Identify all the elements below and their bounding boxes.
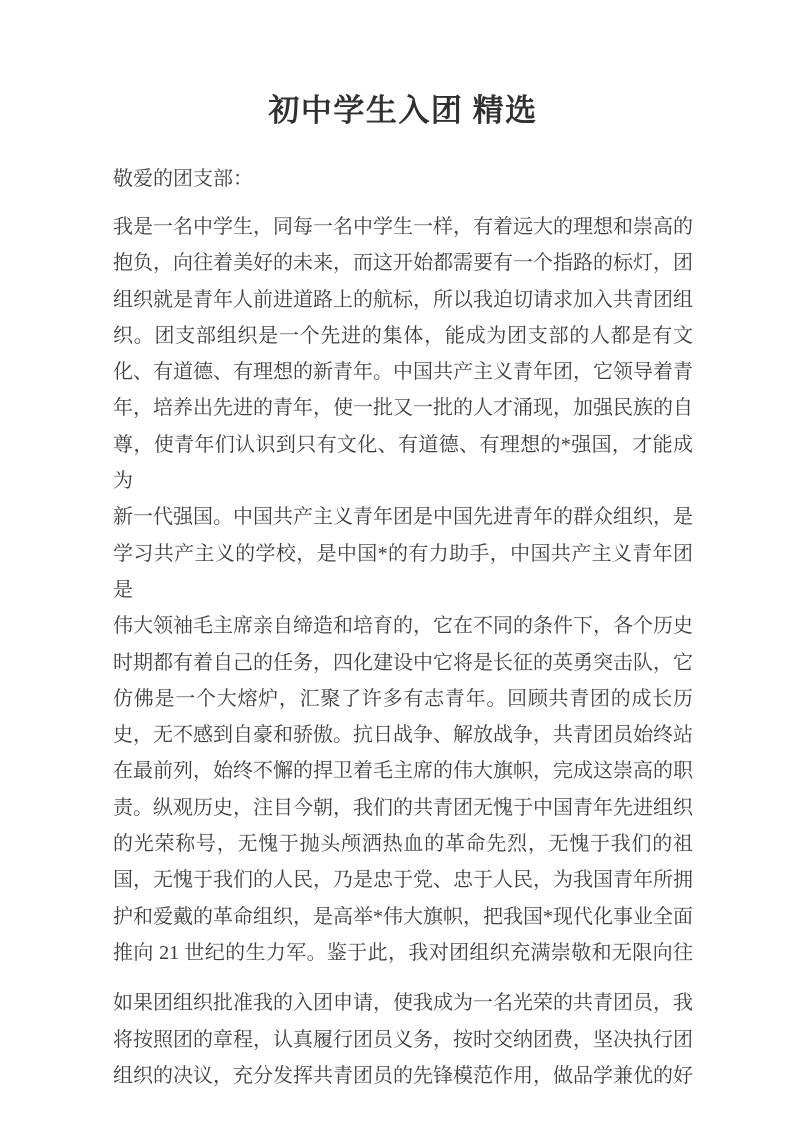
text-line: 我是一名中学生，同每一名中学生一样，有着远大的理想和崇高的 [113, 216, 693, 238]
text-line: 织。团支部组织是一个先进的集体，能成为团支部的人都是有文 [113, 324, 693, 347]
text-line: 将按照团的章程，认真履行团员义务，按时交纳团费，坚决执行团 [113, 1028, 693, 1051]
salutation: 敬爱的团支部： [113, 168, 253, 190]
text-line: 护和爱戴的革命组织，是高举*伟大旗帜，把我国*现代化事业全面 [113, 905, 693, 928]
text-line: 伟大领袖毛主席亲自缔造和培育的，它在不同的条件下，各个历史 [113, 615, 693, 638]
text-line: 尊，使青年们认识到只有文化、有道德、有理想的*强国，才能成为 [113, 433, 693, 493]
text-line: 的光荣称号，无愧于抛头颅洒热血的革命先烈，无愧于我们的祖 [113, 833, 693, 856]
text-line: 时期都有着自己的任务，四化建设中它将是长征的英勇突击队，它 [113, 651, 693, 674]
paragraph [113, 985, 693, 1094]
text-line: 责。纵观历史，注目今朝，我们的共青团无愧于中国青年先进组织 [113, 796, 693, 819]
text-line: 推向 21 世纪的生力军。鉴于此，我对团组织充满崇敬和无限向往 [113, 941, 693, 964]
text-line: 组织就是青年人前进道路上的航标，所以我迫切请求加入共青团组 [113, 288, 693, 311]
text-line: 史，无不感到自豪和骄傲。抗日战争、解放战争，共青团员始终站 [113, 724, 693, 747]
text-line: 新一代强国。中国共产主义青年团是中国先进青年的群众组织，是 [113, 506, 693, 529]
text-line: 年，培养出先进的青年，使一批又一批的人才涌现，加强民族的自 [113, 397, 693, 420]
document-body [113, 209, 693, 1094]
text-line: 化、有道德、有理想的新青年。中国共产主义青年团，它领导着青 [113, 361, 693, 384]
text-line: 国，无愧于我们的人民，乃是忠于党、忠于人民，为我国青年所拥 [113, 869, 693, 892]
text-line: 抱负，向往着美好的未来，而这开始都需要有一个指路的标灯，团 [113, 252, 693, 275]
text-line: 学习共产主义的学校，是中国*的有力助手，中国共产主义青年团是 [113, 542, 693, 601]
paragraph [113, 209, 693, 971]
text-line: 在最前列，始终不懈的捍卫着毛主席的伟大旗帜，完成这崇高的职 [113, 760, 693, 783]
document-title: 初中学生入团 精选 [268, 93, 538, 128]
text-line: 组织的决议，充分发挥共青团员的先锋模范作用，做品学兼优的好 [113, 1064, 693, 1087]
text-line: 仿佛是一个大熔炉，汇聚了许多有志青年。回顾共青团的成长历 [113, 687, 693, 710]
text-line: 如果团组织批准我的入团申请，使我成为一名光荣的共青团员，我 [113, 992, 693, 1015]
